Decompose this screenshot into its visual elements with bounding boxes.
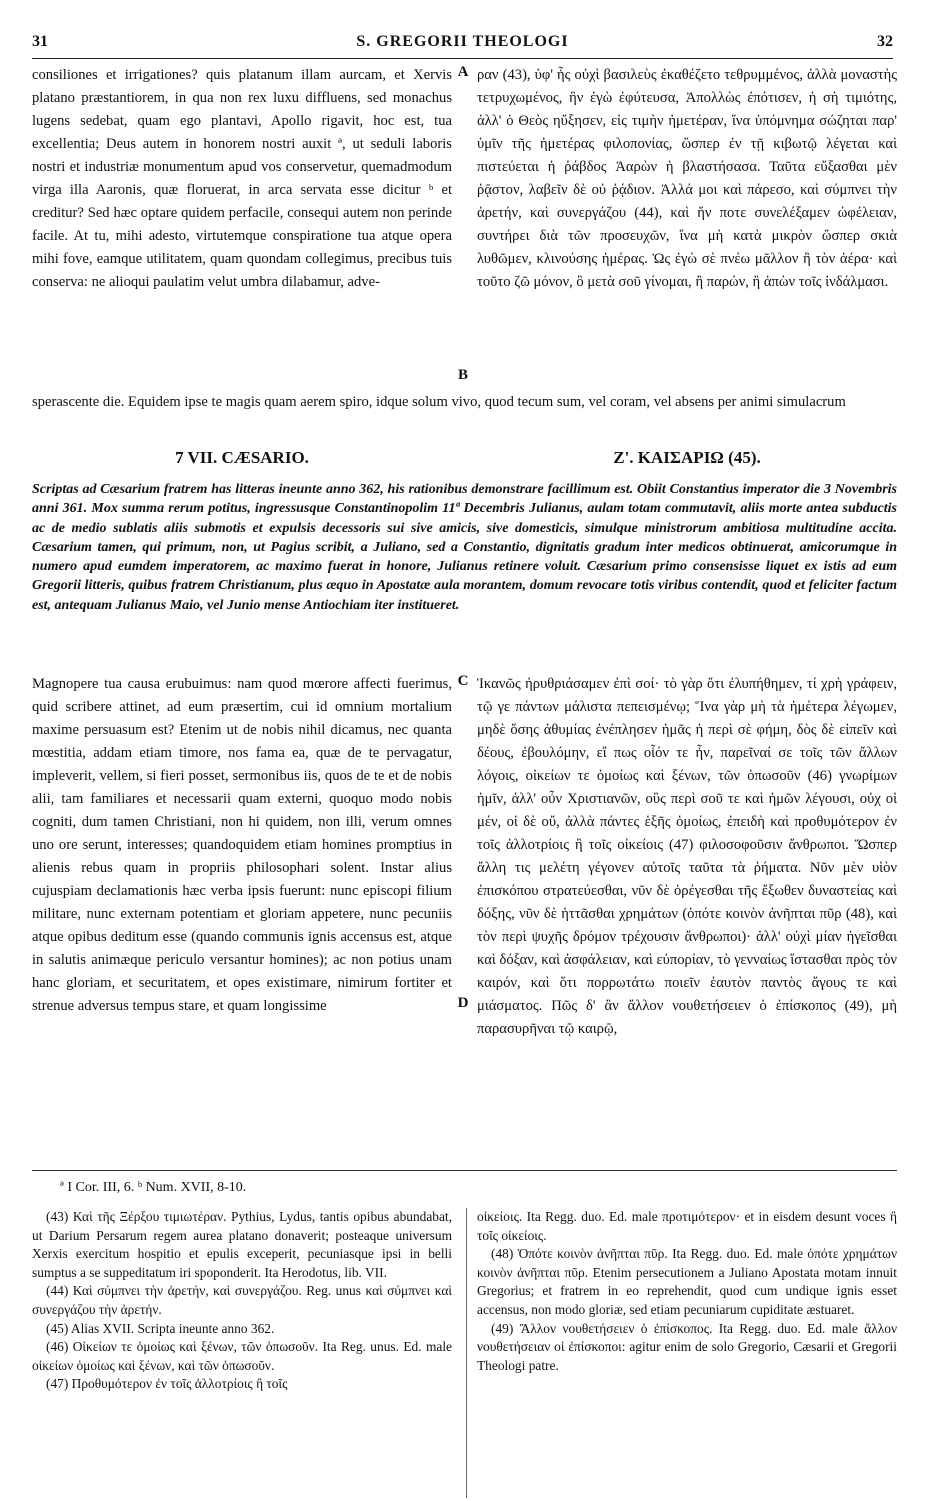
letter-summary: Scriptas ad Cæsarium fratrem has litteras ineunte anno 362, his rationibus demonstrare facillimum est. Obiit Constantius imperator die 3 Novembris anni 361. Mox summa rerum potitus, ingressusque Constantinopolim 11ª Decembris Julianus, aulam totam commutavit, aliis morte antea subductis ac de medio sublatis aliis submotis et expulsis decessoris sui sive amicis, sive domesticis, simulque ministrorum ambitiosa multitudine accita. Cæsarium tamen, qui primum, non, ut Pagius scribit, a Juliano, sed a Constantio, dignitatis gradum inter medicos obtinuerat, amicorumque in numero apud eumdem imperatorem, ac maximo fuerat in honore, Julianus retinere voluit. Cæsarium primo consensisse liquet ex istis ad eum Gregorii litteris, quibus fratrem Christianum, plus æquo in Apostatæ aula morantem, domum revocare totis viribus contendit, quod et feliciter factum est, antequam Julianus Maio, vel Junio mense Antiochiam iter institueret. [32,482,897,613]
body-latin-column [32,673,452,1041]
continuation-text: sperascente die. Equidem ipse te magis quam aerem spiro, idque solum vivo, quod tecum sum, vel coram, vel absens per animi simulacrum [32,394,846,410]
margin-marker-a: A [457,64,469,80]
note-46: (46) Οἰκείων τε ὁμοίως καὶ ξένων, τῶν ὁπωσοῦν. Ita Reg. unus. Ed. male οἰκείων ὁμοίως καὶ ξένων, καὶ τῶν ὁπωσοῦν. [32,1339,452,1373]
letter-headings [32,448,897,468]
page-number-left: 31 [32,33,48,50]
note-44: (44) Καὶ σύμπνει τὴν ἀρετήν, καὶ συνεργάζου. Reg. unus καὶ σύμπνει καὶ συνεργάζου τὴν ἀρετήν. [32,1283,452,1317]
body-columns [32,673,897,1041]
note-47: (47) Προθυμότερον ἐν τοῖς ἀλλοτρίοις ἢ τοῖς [46,1376,288,1392]
notes-right-column [477,1208,897,1394]
notes-left-column [32,1208,452,1394]
body-greek-text: Ἱκανῶς ἠρυθριάσαμεν ἐπὶ σοί· τὸ γὰρ ὅτι ἐλυπήθημεν, τί χρὴ γράφειν, τῷ γε πάντων μάλιστα πεπεισμένῳ; Ἵνα γὰρ μὴ τὰ ἡμέτερα λέγωμεν, μηδὲ ὅσης ἀθυμίας ἐνέπλησεν ἡμᾶς ἡ περὶ σὲ φήμη, δὸς δὲ εἰπεῖν καὶ δέους, ἐβουλόμην, εἴ πως οἷόν τε ἦν, παρεῖναί σε τοῖς τῶν ἄλλων λόγοις, οἰκείων τε ὁμοίως καὶ ξένων, τῶν ὁπωσοῦν (46) γνωρίμων ἡμῖν, ἀλλ' οὖν Χριστιανῶν, οὓς περὶ σοῦ τε καὶ ἡμῶν λέγουσι, οὐχ οἱ μέν, οἱ δὲ οὔ, ἀλλὰ πάντες ἑξῆς ὁμοίως, ἐπειδὴ καὶ προθυμότερον ἐν τοῖς ἀλλοτρίοις ἢ τοῖς οἰκείοις (47) φιλοσοφοῦσιν ἄνθρωποι. Ὥσπερ ἄλλη τις μελέτη γέγονεν αὐτοῖς ταῦτα τὰ ῥήματα. Νῦν μὲν υἱὸν ἐπισκόπου στρατεύεσθαι, νῦν δὲ ὀρέγεσθαι τῆς ἔξωθεν δυναστείας καὶ δόξης, νῦν δὲ ἡττᾶσθαι χρημάτων (ὁπότε κοινὸν ἀνῆπται πῦρ (48), καὶ τὸν περὶ ψυχῆς δρόμον τρέχουσιν ἄνθρωποι)· ἀλλ' οὐχὶ μίαν ἡγεῖσθαι καὶ δόξαν, καὶ ἀσφάλειαν, καὶ εὐπορίαν, τὸ γενναίως ἵστασθαι πρὸς τὸν καιρόν, καὶ ὅτι πορρωτάτω ποιεῖν ἑαυτὸν παντὸς ἄγους τε καὶ μιάσματος. Πῶς δ' ἂν ἄλλον νουθετήσειεν ὁ ἐπίσκοπος (49), μὴ παρασυρῆναι τῷ καιρῷ, [477,676,897,1037]
margin-marker-d: D [457,995,469,1011]
margin-marker-c: C [457,673,469,689]
latin-heading [32,448,452,468]
notes-column-divider [466,1208,467,1498]
header-rule [32,58,893,59]
note-43: (43) Καὶ τῆς Ξέρξου τιμιωτέραν. Pythius, Lydus, tantis opibus abundabat, ut Darium Persarum regem aurea platano donaverit; posteaque universum Xerxis exercitum hospitio et epulis exceperit, pecuniasque ipsi in belli sumptus a se suppeditatum iri spoponderit. Ita Herodotus, lib. VII. [32,1209,452,1280]
letter-number: 7 [175,448,184,467]
page-number-right: 32 [876,33,893,50]
body-greek-column [477,673,897,1041]
top-greek-text: ραν (43), ὑφ' ἧς οὐχὶ βασιλεὺς ἐκαθέζετο τεθρυμμένος, ἀλλὰ μοναστὴς τετρυχωμένος, ἣν ἐγὼ ἐφύτευσα, Ἀπολλὼς ἐπότισεν, ἡ σὴ τιμιότης, ἀλλ' ὁ Θεὸς ηὔξησεν, εἰς τιμὴν ἡμετέραν, ἵνα ὑπόμνημα σώζηται παρ' ὑμῖν τῆς ἡμετέρας φιλοπονίας, ὥσπερ ἐν τῇ κιβωτῷ λέγεται καὶ πιστεύεται ἡ ῥάβδος Ἀαρὼν ἡ βλαστήσασα. Ταῦτα εὔξασθαι μὲν ῥᾷστον, λαβεῖν δὲ οὐ ῥᾴδιον. Ἀλλά μοι καὶ πάρεσο, καὶ σύμπνει τὴν ἀρετήν, καὶ συνεργάζου (44), καὶ ἥν ποτε συνελέξαμεν ὠφέλειαν, συντήρει διὰ τῶν προσευχῶν, ἵνα μὴ κατὰ μικρὸν ὥσπερ σκιὰ λυθῶμεν, κλινούσης ἡμέρας. Ὡς ἐγὼ σὲ πνέω μᾶλλον ἢ τὸν ἀέρα· καὶ τοῦτο ζῶ μόνον, ὃ μετὰ σοῦ γίνομαι, ἢ παρών, ἢ ἀπὼν τοῖς ἰνδάλμασι. [477,67,897,290]
top-columns [32,64,897,294]
running-title: S. GREGORII THEOLOGI [356,33,569,50]
page-header [32,28,893,56]
note-48: (48) Ὁπότε κοινὸν ἀνῆπται πῦρ. Ita Regg. duo. Ed. male ὁπότε χρημάτων κοινὸν ἀνῆπται πῦρ. Etenim persecutionem a Juliano Apostata motam innuit Gregorius; et fratrem in eo reprehendit, quod cum undique ignis esset accensus, non modo gloriæ, sed etiam pecuniarum cupiditate æstuaret. [477,1246,897,1317]
body-latin-text: Magnopere tua causa erubuimus: nam quod mœrore affecti fuerimus, quid scribere attinet, ad eum præsertim, cui id omnium mortalium maxime persuasum est? Etenim ut de nobis nihil dicamus, nec quanta mœstitia, addam etiam timore, nos fama ea, quæ de te pervagatur, impleverit, vellem, si fieri posset, sermonibus iis, quos de te et de nobis alii, tam familiares et necessarii quam externi, quoquo modo nobis cogniti, dum tamen Christiani, non hi quidem, non illi, verum omnes uno ore serunt, interesses; quandoquidem etiam homines promptius in alienis rebus quam in propriis philosophari solent. Instar alius cujuspiam declamationis hæc verba ipsis fuerunt: nunc episcopi filium militare, nunc externam potentiam et gloriam appetere, nunc pecuniis atque opibus deditum esse (quando communis ignis accensus est, atque in salutis animæque periculo versantur homines); ac non potius unam hanc gloriam, et securitatem, et opes existimare, nimirum fortiter et strenue adversus tempus stare, et quam longissime [32,676,452,1014]
greek-heading: Ζ'. ΚΑΙΣΑΡΙΩ (45). [613,448,761,467]
note-47-continued: οἰκείοις. Ita Regg. duo. Ed. male προτιμότερον· et in eisdem desunt voces ἢ τοῖς οἰκείοις. [477,1209,897,1243]
note-49: (49) Ἄλλον νουθετήσειεν ὁ ἐπίσκοπος. Ita Regg. duo. Ed. male ἄλλον νουθετήσειαν οἱ ἐπίσκοποι: agitur enim de solo Gregorio, Cæsarii et Gregorii Theologi patre. [477,1320,897,1373]
note-45: (45) Alias XVII. Scripta ineunte anno 362. [46,1320,275,1336]
top-greek-column [477,64,897,294]
top-latin-text: consiliones et irrigationes? quis platanum illam aurcam, et Xervis platano præstantiorem, in qua non rex luxu diffluens, sed monachus lugens sedebat, quam ego plantavi, Apollo rigavit, hoc est, tua excellentia; Deus autem in honorem nostri auxit ª, ut seduli laboris nostri et industriæ monumentum apud vos conservetur, quemadmodum virga illa Aaronis, quæ floruerat, in arca servata esse dicitur ᵇ et creditur? Sed hæc optare quidem perfacile, consequi autem non perinde facile. At tu, mihi adesto, virtutemque conspiratione tua atque opera mihi fove, eamque utilitatem, quam quondam collegimus, precibus tuis conserva: ne alioqui paulatim velut umbra dilabamur, adve- [32,67,452,290]
top-latin-column [32,64,452,294]
footnote-separator [32,1170,897,1171]
notes-columns [32,1208,897,1394]
latin-heading-text: VII. CÆSARIO. [187,448,309,467]
margin-marker-b: B [457,367,468,383]
scripture-references: ª I Cor. III, 6. ᵇ Num. XVII, 8-10. [60,1180,247,1195]
